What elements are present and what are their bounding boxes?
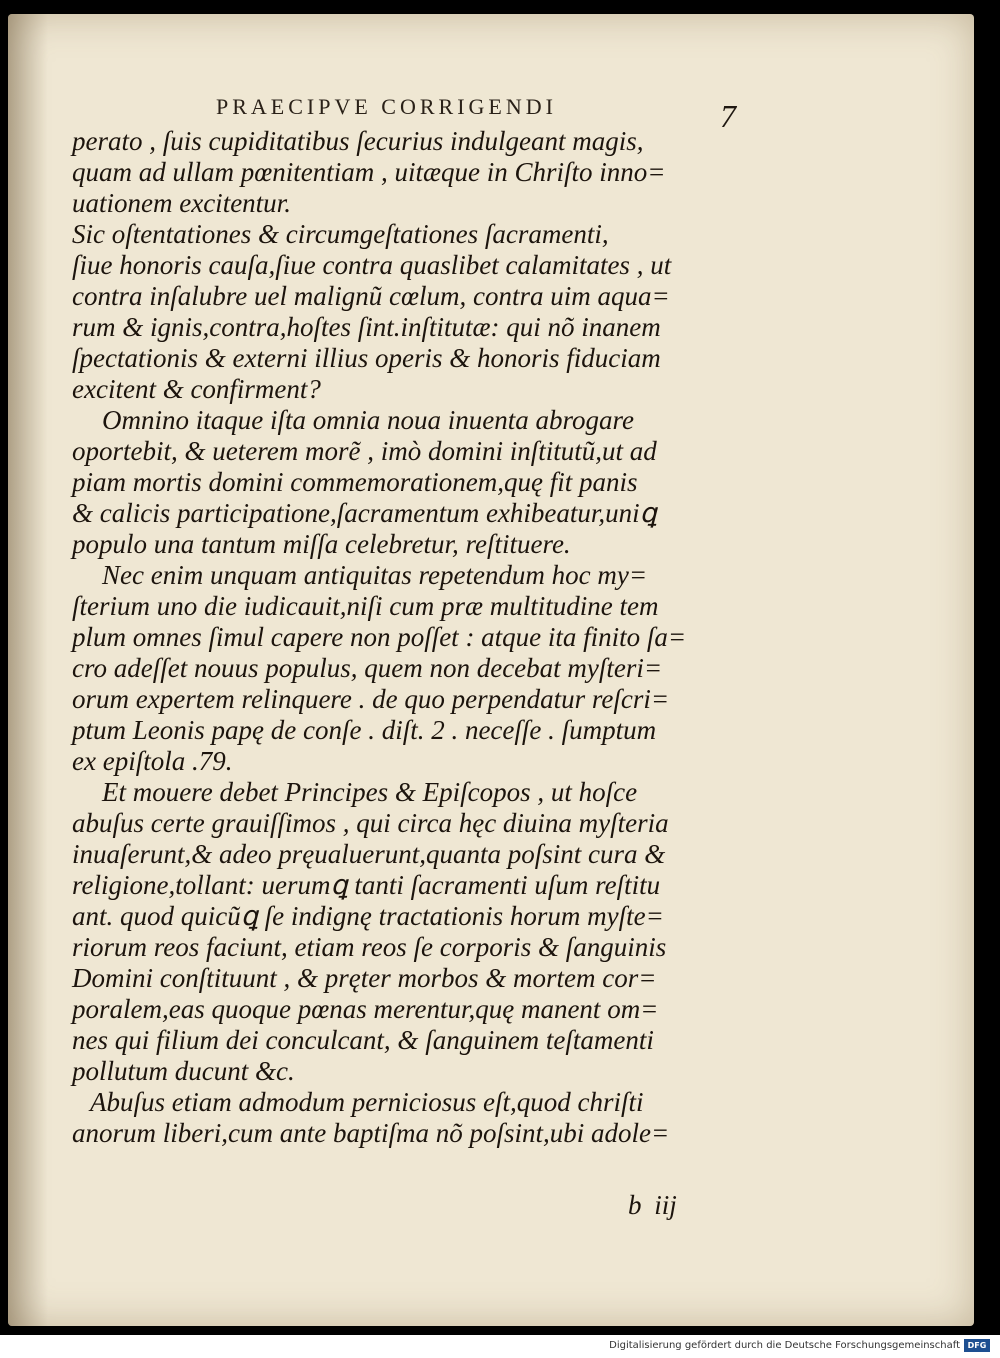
text-line: ſpectationis & externi illius operis & honoris fiduciam — [72, 343, 661, 373]
text-line: contra inſalubre uel malignũ cœlum, contra uim aqua= — [72, 281, 670, 311]
dfg-logo: DFG — [964, 1339, 990, 1352]
text-line: poralem,eas quoque pœnas merentur,quę manent om= — [72, 994, 659, 1024]
text-line: perato , ſuis cupiditatibus ſecurius indulgeant magis, — [72, 126, 644, 156]
text-line: religione,tollant: uerumꝗ tanti ſacramenti uſum reſtitu — [72, 870, 661, 900]
paragraph-start-line: Sic oſtentationes & circumgeſtationes ſacramenti, — [72, 219, 609, 249]
book-page — [8, 14, 974, 1326]
text-line: ſterium uno die iudicauit,niſi cum præ multitudine tem — [72, 591, 659, 621]
body-text — [72, 126, 772, 1149]
text-line: ant. quod quicũꝗ ſe indignę tractationis horum myſte= — [72, 901, 664, 931]
text-line: riorum reos faciunt, etiam reos ſe corporis & ſanguinis — [72, 932, 667, 962]
text-line: orum expertem relinquere . de quo perpendatur reſcri= — [72, 684, 670, 714]
text-line: excitent & confirment? — [72, 374, 321, 404]
paragraph-start-line: Nec enim unquam antiquitas repetendum hoc my= — [102, 560, 648, 590]
text-line: piam mortis domini commemorationem,quę fit panis — [72, 467, 638, 497]
text-line: rum & ignis,contra,hoſtes ſint.inſtitutæ: qui nõ inanem — [72, 312, 661, 342]
text-line: ptum Leonis papę de conſe . diſt. 2 . neceſſe . ſumptum — [72, 715, 657, 745]
text-line: anorum liberi,cum ante baptiſma nõ poſsint,ubi adole= — [72, 1118, 670, 1148]
digitization-credit: Digitalisierung gefördert durch die Deutsche Forschungsgemeinschaft — [609, 1340, 960, 1351]
text-line: plum omnes ſimul capere non poſſet : atque ita finito ſa= — [72, 622, 687, 652]
text-line: oportebit, & ueterem morẽ , imò domini inſtitutũ,ut ad — [72, 436, 657, 466]
text-line: ſiue honoris cauſa,ſiue contra quaslibet calamitates , ut — [72, 250, 672, 280]
paragraph-start-line: Omnino itaque iſta omnia noua inuenta abrogare — [102, 405, 634, 435]
text-line: quam ad ullam pœnitentiam , uitæque in Chriſto inno= — [72, 157, 666, 187]
text-line: ex epiſtola .79. — [72, 746, 233, 776]
text-line: & calicis participatione,ſacramentum exhibeatur,uniꝗ — [72, 498, 657, 528]
text-line: uationem excitentur. — [72, 188, 291, 218]
signature-mark: b iij — [628, 1190, 677, 1220]
text-line: nes qui filium dei conculcant, & ſanguinem teſtamenti — [72, 1025, 654, 1055]
text-line: populo una tantum miſſa celebretur, reſtituere. — [72, 529, 571, 559]
text-line: cro adeſſet nouus populus, quem non decebat myſteri= — [72, 653, 663, 683]
running-head: PRAECIPVE CORRIGENDI — [216, 94, 557, 119]
text-line: pollutum ducunt &c. — [72, 1056, 295, 1086]
paragraph-start-line: Et mouere debet Principes & Epiſcopos , ut hoſce — [102, 777, 638, 807]
text-line: inuaſerunt,& adeo pręualuerunt,quanta poſsint cura & — [72, 839, 666, 869]
paragraph-start-line: Abuſus etiam admodum perniciosus eſt,quod chriſti — [90, 1087, 644, 1117]
page-number: 7 — [720, 98, 736, 134]
text-line: abuſus certe grauiſſimos , qui circa hęc diuina myſteria — [72, 808, 669, 838]
text-line: Domini conſtituunt , & pręter morbos & mortem cor= — [72, 963, 657, 993]
